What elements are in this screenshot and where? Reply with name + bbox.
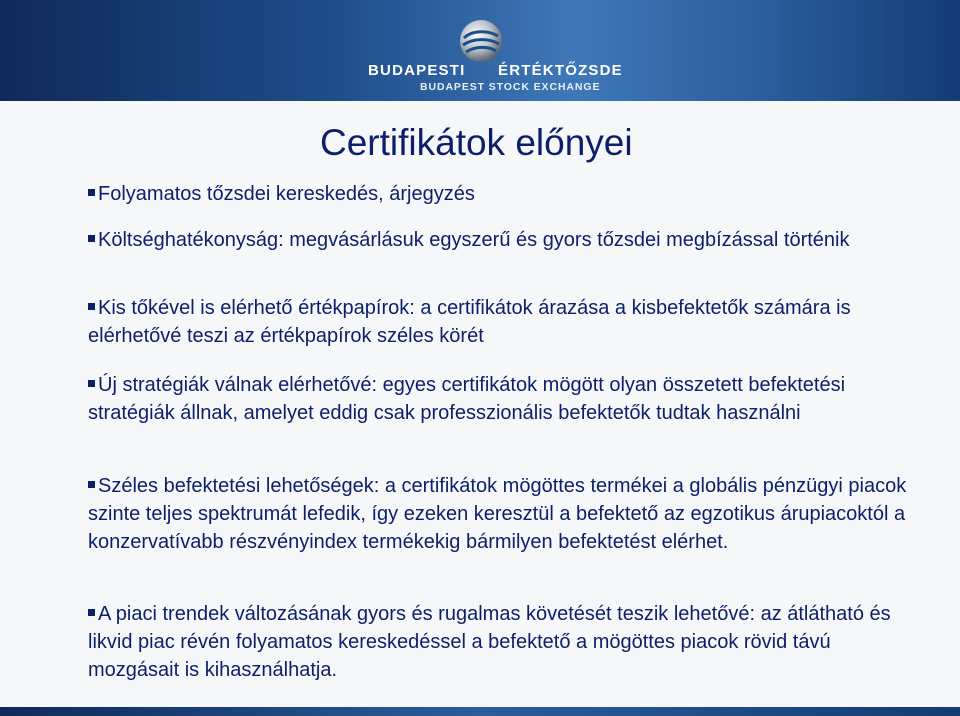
bullet-square-icon	[88, 235, 95, 242]
bullet-text: Új stratégiák válnak elérhetővé: egyes certifikátok mögött olyan összetett befektetési stratégiák állnak, amelyet eddig csak professzionális befektetők tudtak használni	[88, 374, 846, 424]
header-band	[0, 0, 960, 101]
bottom-band	[0, 707, 960, 716]
bullet-item	[88, 371, 908, 427]
bullet-item	[88, 600, 908, 684]
bullet-item	[88, 180, 908, 208]
bullet-square-icon	[88, 481, 95, 488]
bullet-square-icon	[88, 189, 95, 196]
bullet-square-icon	[88, 303, 95, 310]
logo	[364, 14, 624, 92]
bullet-text: Folyamatos tőzsdei kereskedés, árjegyzés	[98, 183, 475, 205]
bullet-text: Kis tőkével is elérhető értékpapírok: a certifikátok árazása a kisbefektetők számára is elérhetővé teszi az értékpapírok széles körét	[88, 297, 851, 347]
stock-exchange-globe-icon	[458, 18, 504, 64]
bullet-square-icon	[88, 380, 95, 387]
slide-title: Certifikátok előnyei	[320, 122, 633, 163]
bullet-text: Költséghatékonyság: megvásárlásuk egyszerű és gyors tőzsdei megbízással történik	[98, 229, 850, 251]
logo-name-right: ÉRTÉKTŐZSDE	[498, 62, 623, 79]
bullet-text: A piaci trendek változásának gyors és rugalmas követését teszik lehetővé: az átlátható és likvid piac révén folyamatos kereskedéssel a befektető a mögöttes piacok rövid távú mozgásait is kihasználhatja.	[88, 603, 891, 681]
bullet-text: Széles befektetési lehetőségek: a certifikátok mögöttes termékei a globális pénzügyi piacok szinte teljes spektrumát lefedik, így ezeken keresztül a befektető az egzotikus árupiacoktól a konzervatívabb részvényindex termékekig bármilyen befektetést elérhet.	[88, 475, 907, 553]
bullet-item	[88, 472, 908, 556]
logo-subtitle: BUDAPEST STOCK EXCHANGE	[420, 81, 601, 93]
bullet-square-icon	[88, 609, 95, 616]
bullet-item	[88, 226, 908, 254]
logo-name-left: BUDAPESTI	[368, 62, 466, 79]
logo-name	[364, 62, 624, 82]
bullet-item	[88, 294, 908, 350]
